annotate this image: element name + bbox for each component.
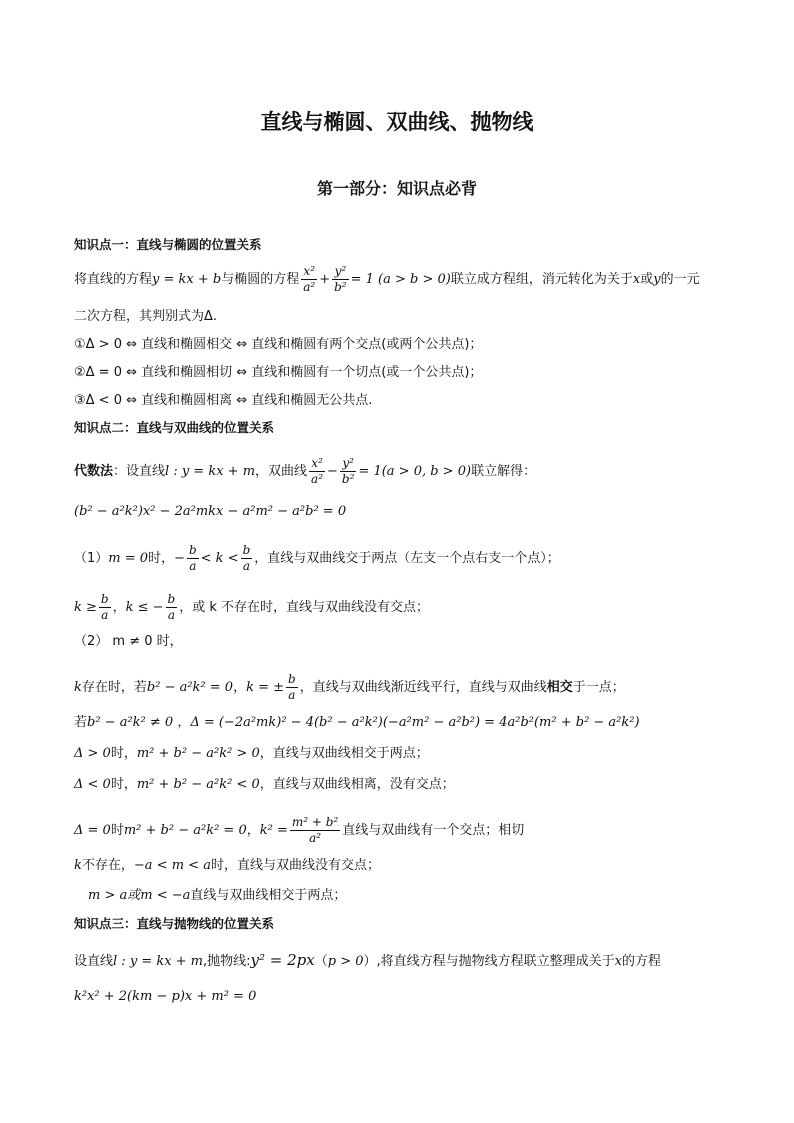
p2-case-1-no-intersection: k ≥ $\frac{b}{a}$ ，k ≤ − $\frac{b}{a}$ ，或 k 不存在时，直线与双曲线没有交点； <box>74 592 430 622</box>
fraction-b-a: $\frac{b}{a}$ <box>188 543 197 573</box>
fraction-b-a: $\frac{b}{a}$ <box>167 592 176 622</box>
p1-line-2: 二次方程，其判别式为Δ. <box>74 309 218 324</box>
p2-delta-zero: Δ = 0时m² + b² − a²k² = 0，k² = $\frac{\text{m² + b²}}{\text{a²}}$ 直线与双曲线有一个交点；相切 <box>74 815 525 845</box>
p1-line-1: 将直线的方程y = kx + b与椭圆的方程 $\frac{\text{x²}}{\text{a²}}$ + $\frac{\text{y²}}{\text{b²}}$ = 1 (a > b > 0)联立成方程组，消元转化为关于x或y的一元 <box>74 264 700 294</box>
fraction-x2-a2: $\frac{\text{x²}}{\text{a²}}$ <box>303 264 316 294</box>
fraction-b-a: $\frac{b}{a}$ <box>242 543 251 573</box>
p2-delta-negative: Δ < 0时，m² + b² − a²k² < 0，直线与双曲线相离，没有交点； <box>74 777 455 792</box>
p2-case-1: （1）m = 0时，− $\frac{b}{a}$ < k < $\frac{b}{a}$ ，直线与双曲线交于两点（左支一个点右支一个点）； <box>74 543 560 573</box>
fraction-y2-b2: $\frac{\text{y²}}{\text{b²}}$ <box>334 264 347 294</box>
p2-k-exists: k存在时，若b² − a²k² = 0，k = ± $\frac{b}{a}$ ，直线与双曲线渐近线平行，直线与双曲线相交于一点； <box>74 672 625 702</box>
heading-point-one: 知识点一：直线与椭圆的位置关系 <box>74 237 262 252</box>
fraction-b-a: $\frac{b}{a}$ <box>100 592 109 622</box>
p1-case-tangent: ②Δ = 0 ⇔ 直线和椭圆相切 ⇔ 直线和椭圆有一个切点(或一个公共点)； <box>74 365 483 380</box>
p3-final-equation: k²x² + 2(km − p)x + m² = 0 <box>74 989 257 1004</box>
fraction-m2b2-a2: $\frac{\text{m² + b²}}{\text{a²}}$ <box>291 815 339 845</box>
p1-case-intersect: ①Δ > 0 ⇔ 直线和椭圆相交 ⇔ 直线和椭圆有两个交点(或两个公共点)； <box>74 337 483 352</box>
p2-discriminant: 若b² − a²k² ≠ 0 ，Δ = (−2a²mk)² − 4(b² − a²k²)(−a²m² − a²b²) = 4a²b²(m² + b² − a²k²) <box>74 715 640 730</box>
p2-main-equation: (b² − a²k²)x² − 2a²mkx − a²m² − a²b² = 0 <box>74 504 347 519</box>
p3-line-1: 设直线l : y = kx + m,抛物线:y² = 2px（p > 0）,将直线方程与抛物线方程联立整理成关于x的方程 <box>74 951 661 969</box>
fraction-b-a: $\frac{b}{a}$ <box>288 672 296 702</box>
section-title: 第一部分：知识点必背 <box>316 179 477 198</box>
p2-case-2: （2） m ≠ 0 时， <box>74 634 183 649</box>
p2-k-not-exist: k不存在，−a < m < a时，直线与双曲线没有交点； <box>74 858 380 873</box>
fraction-x2-a2: $\frac{\text{x²}}{\text{a²}}$ <box>311 456 324 486</box>
fraction-y2-b2: $\frac{\text{y²}}{\text{b²}}$ <box>341 456 355 486</box>
p1-case-separate: ③Δ < 0 ⇔ 直线和椭圆相离 ⇔ 直线和椭圆无公共点. <box>74 393 373 408</box>
page-title: 直线与椭圆、双曲线、抛物线 <box>260 109 534 134</box>
p2-algebra-line: 代数法：设直线l : y = kx + m，双曲线 $\frac{\text{x²}}{\text{a²}}$ − $\frac{\text{y²}}{\text{b²}}$ = 1(a > 0, b > 0)联立解得： <box>74 456 537 486</box>
heading-point-three: 知识点三：直线与抛物线的位置关系 <box>74 916 275 931</box>
heading-point-two: 知识点二：直线与双曲线的位置关系 <box>74 420 275 435</box>
p2-k-not-exist-2: m > a或m < −a直线与双曲线相交于两点； <box>88 888 347 903</box>
p2-delta-positive: Δ > 0时，m² + b² − a²k² > 0，直线与双曲线相交于两点； <box>74 746 429 761</box>
